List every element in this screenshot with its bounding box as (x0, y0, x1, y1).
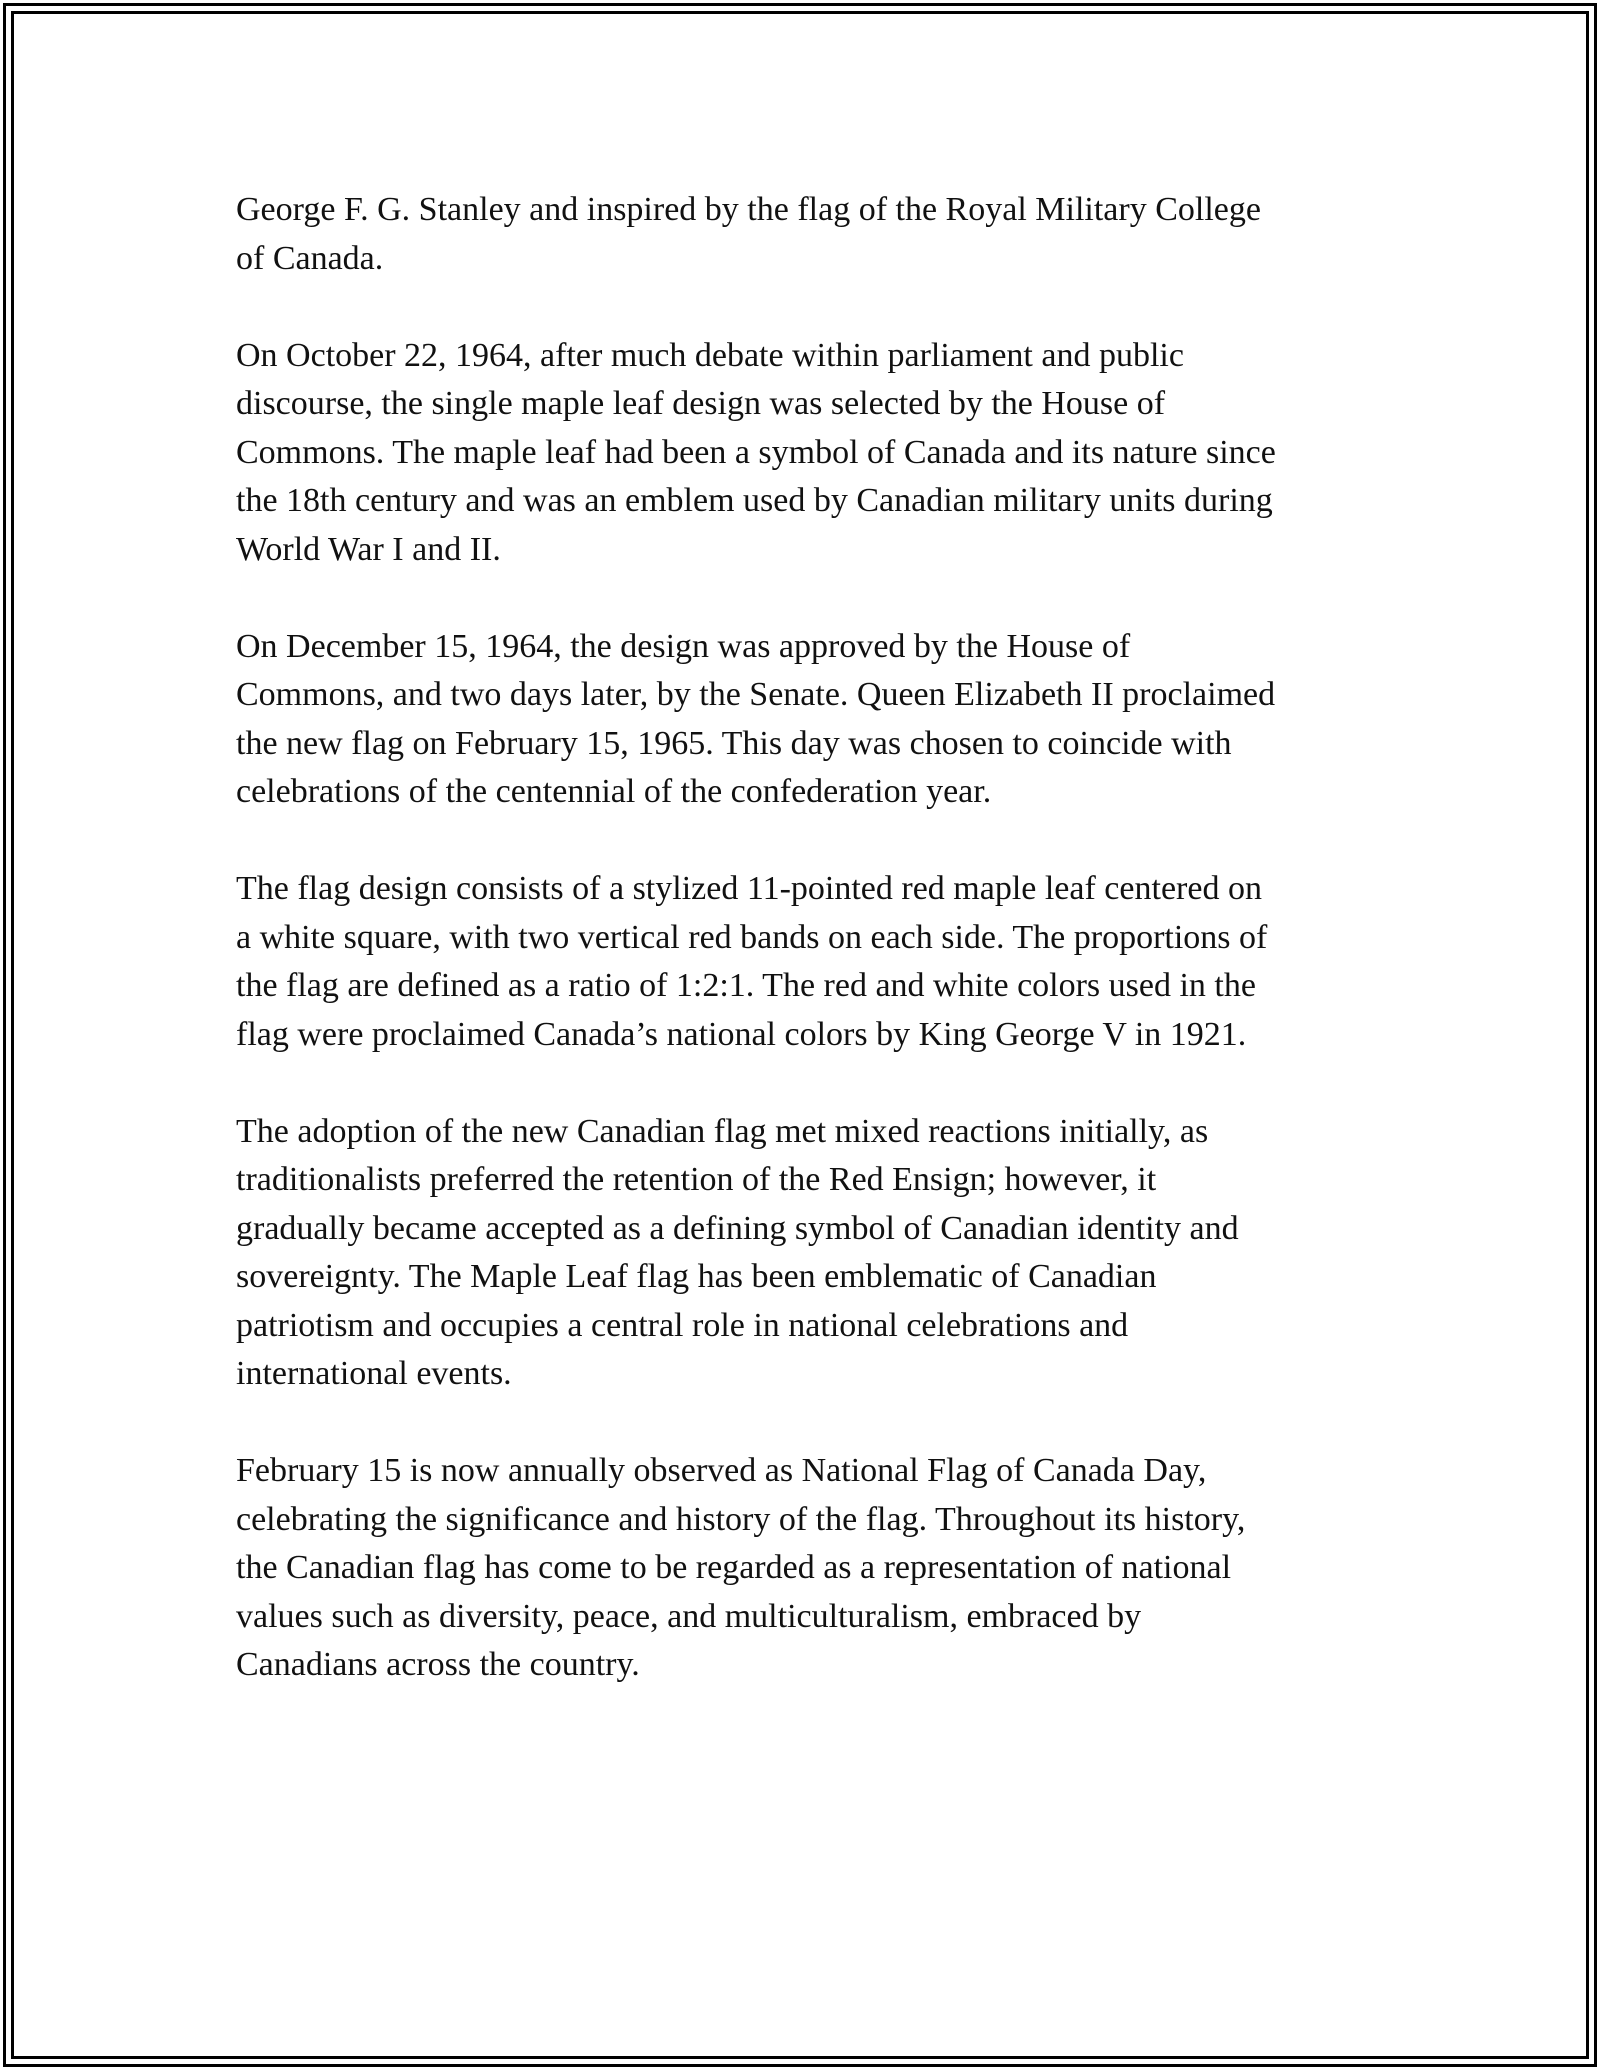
paragraph: February 15 is now annually observed as National Flag of Canada Day, celebrating the significance and history of the flag. Throughout its history, the Canadian flag has come to be regarded as a representation of national values such as diversity, peace, and multiculturalism, embraced by Canadians across the country. (236, 1452, 1246, 1683)
paragraph: On December 15, 1964, the design was approved by the House of Commons, and two days later, by the Senate. Queen Elizabeth II proclaimed the new flag on February 15, 1965. This day was chosen to coincide with celebrations of the centennial of the confederation year. (236, 627, 1276, 810)
paragraph: The flag design consists of a stylized 11-pointed red maple leaf centered on a white square, with two vertical red bands on each side. The proportions of the flag are defined as a ratio of 1:2:1. The red and white colors used in the flag were proclaimed Canada’s national colors by King George V in 1921. (236, 870, 1268, 1053)
paragraph: On October 22, 1964, after much debate within parliament and public discourse, the single maple leaf design was selected by the House of Commons. The maple leaf had been a symbol of Canada and its nature since the 18th century and was an emblem used by Canadian military units during World War I and II. (236, 336, 1276, 568)
paragraph: The adoption of the new Canadian flag met mixed reactions initially, as traditionalists preferred the retention of the Red Ensign; however, it gradually became accepted as a defining symbol of Canadian identity and sovereignty. The Maple Leaf flag has been emblematic of Canadian patriotism and occupies a central role in national celebrations and international events. (236, 1112, 1239, 1392)
paragraph: George F. G. Stanley and inspired by the flag of the Royal Military College of Canada. (236, 191, 1261, 277)
document-body (236, 186, 1376, 1738)
